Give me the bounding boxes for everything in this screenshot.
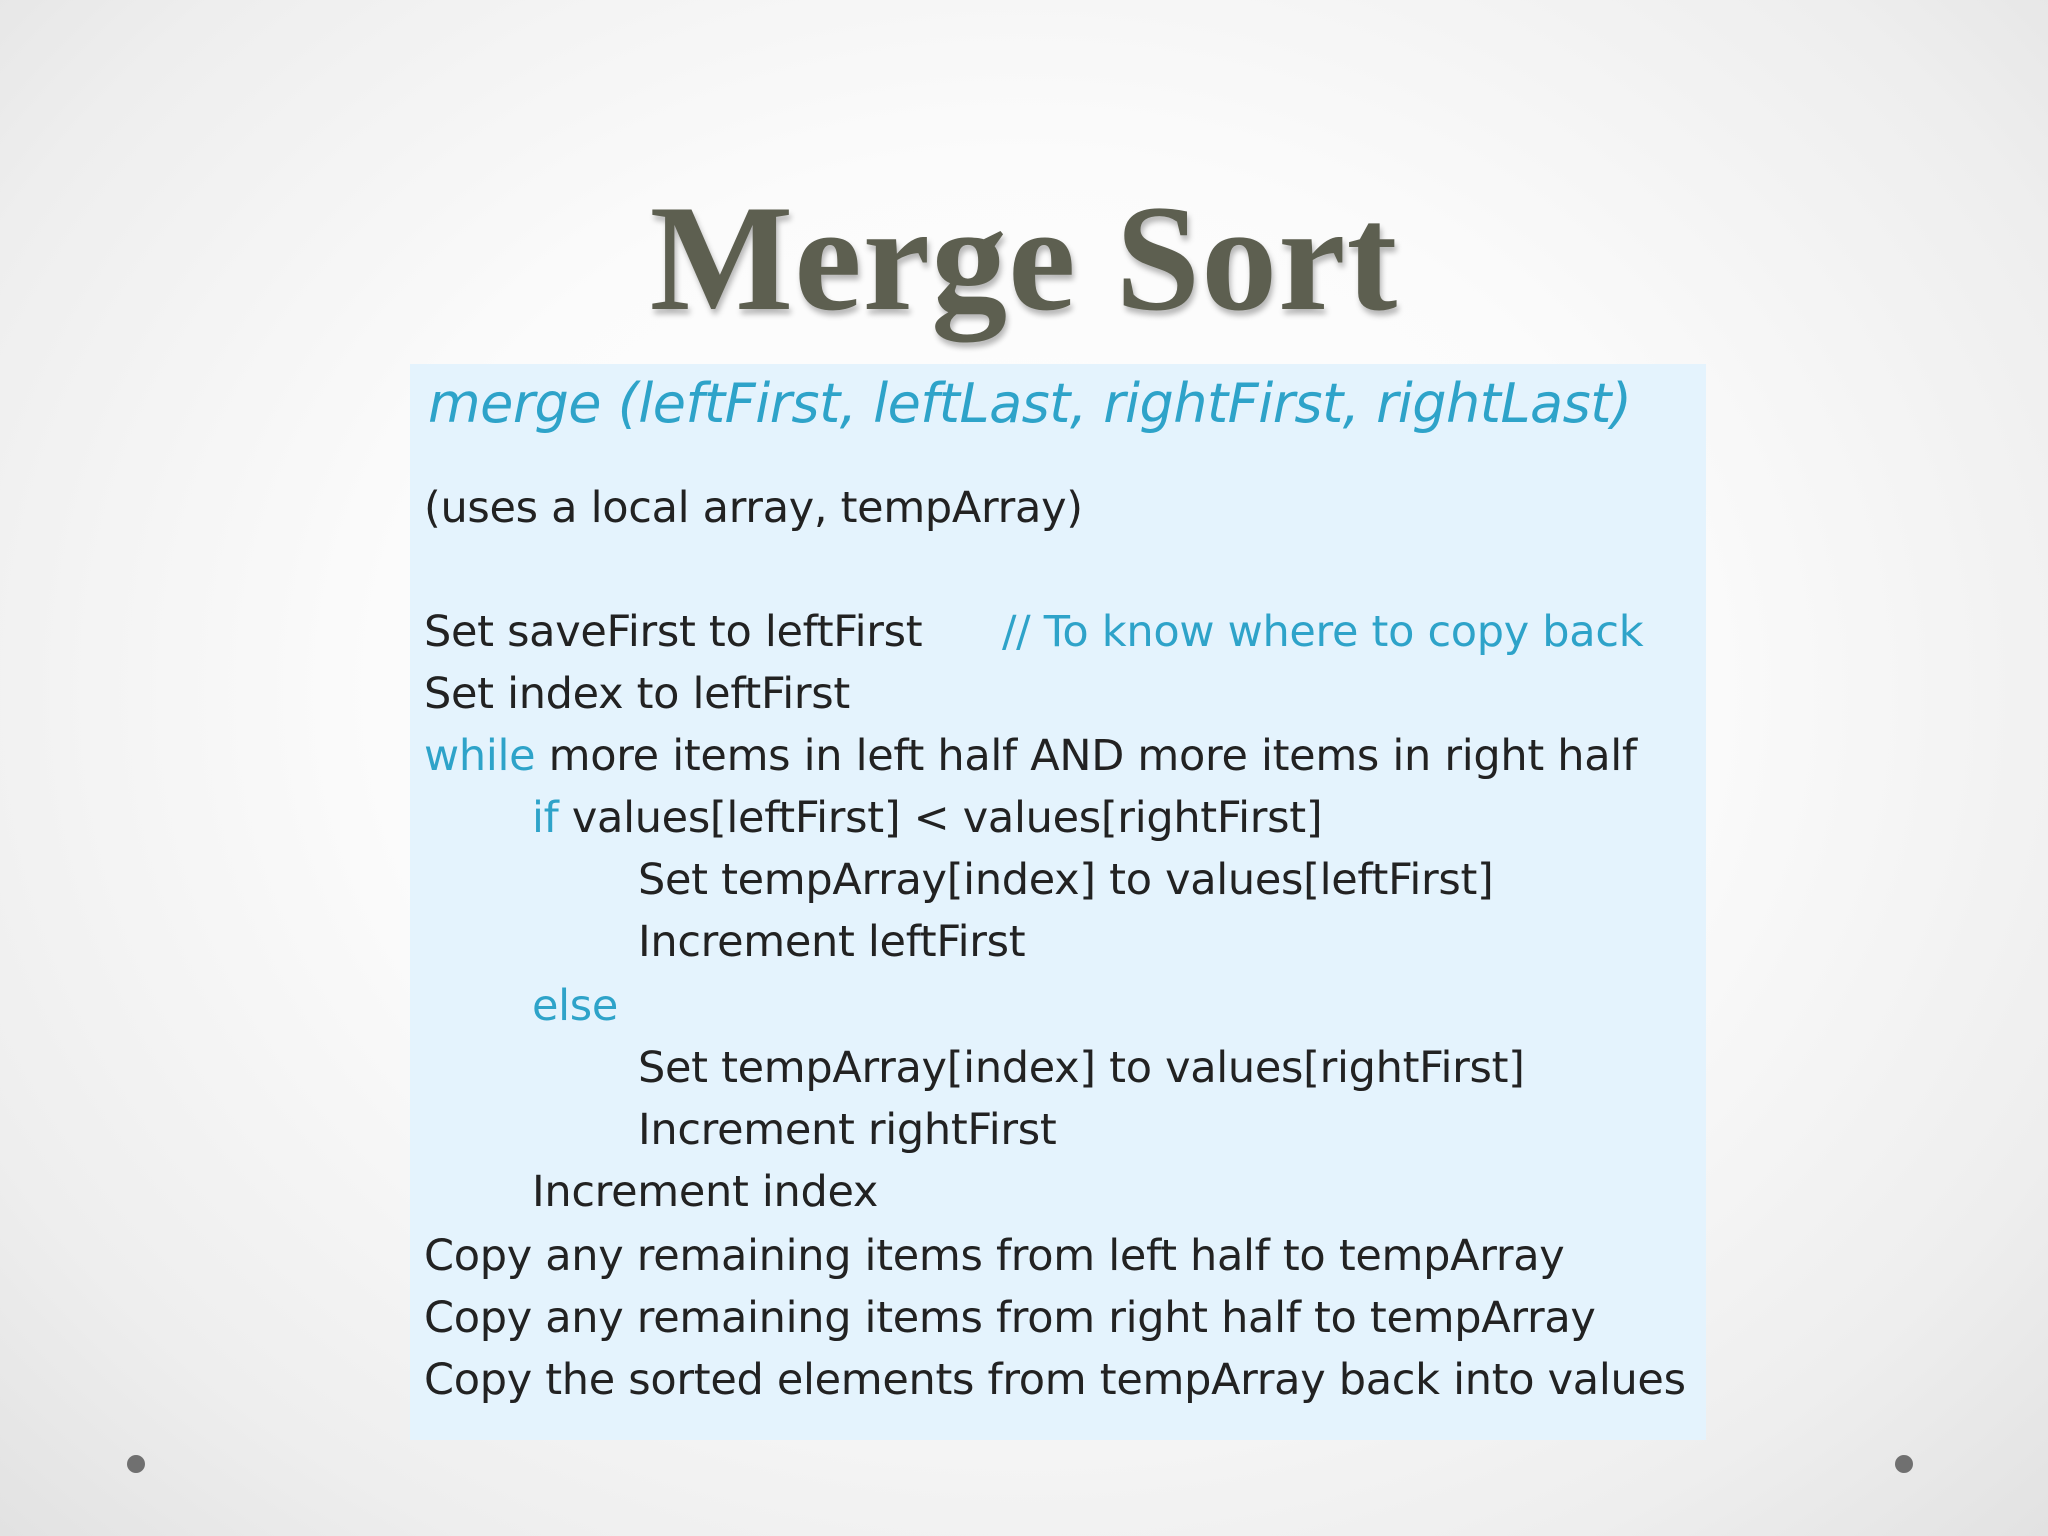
decorative-dot-left: [127, 1455, 145, 1473]
if-line: [532, 790, 1322, 846]
merge-signature: merge (leftFirst, leftLast, rightFirst, rightLast): [428, 372, 1632, 435]
if-condition: values[leftFirst] < values[rightFirst]: [558, 793, 1323, 843]
set-temp-left-line: Set tempArray[index] to values[leftFirst]: [638, 855, 1494, 905]
increment-index-line: Increment index: [532, 1167, 879, 1217]
if-keyword: if: [532, 793, 559, 843]
slide-title: Merge Sort: [649, 174, 1399, 342]
set-index-line: Set index to leftFirst: [424, 669, 850, 719]
copy-back-comment: // To know where to copy back: [1002, 607, 1644, 657]
while-condition: more items in left half AND more items in right half: [535, 731, 1637, 781]
local-array-note: (uses a local array, tempArray): [424, 483, 1083, 533]
increment-right-first-line: Increment rightFirst: [638, 1105, 1057, 1155]
while-line: [424, 728, 1637, 784]
set-save-first-line: [424, 604, 922, 660]
copy-right-line: Copy any remaining items from right half to tempArray: [424, 1293, 1596, 1343]
copy-back-line: Copy the sorted elements from tempArray back into values: [424, 1355, 1686, 1405]
pseudocode-panel: [410, 364, 1706, 1440]
set-save-first-text: Set saveFirst to leftFirst: [424, 607, 923, 657]
copy-left-line: Copy any remaining items from left half to tempArray: [424, 1231, 1565, 1281]
set-temp-right-line: Set tempArray[index] to values[rightFirst]: [638, 1043, 1525, 1093]
decorative-dot-right: [1895, 1455, 1913, 1473]
else-keyword: else: [532, 981, 619, 1031]
increment-left-first-line: Increment leftFirst: [638, 917, 1026, 967]
while-keyword: while: [424, 731, 536, 781]
